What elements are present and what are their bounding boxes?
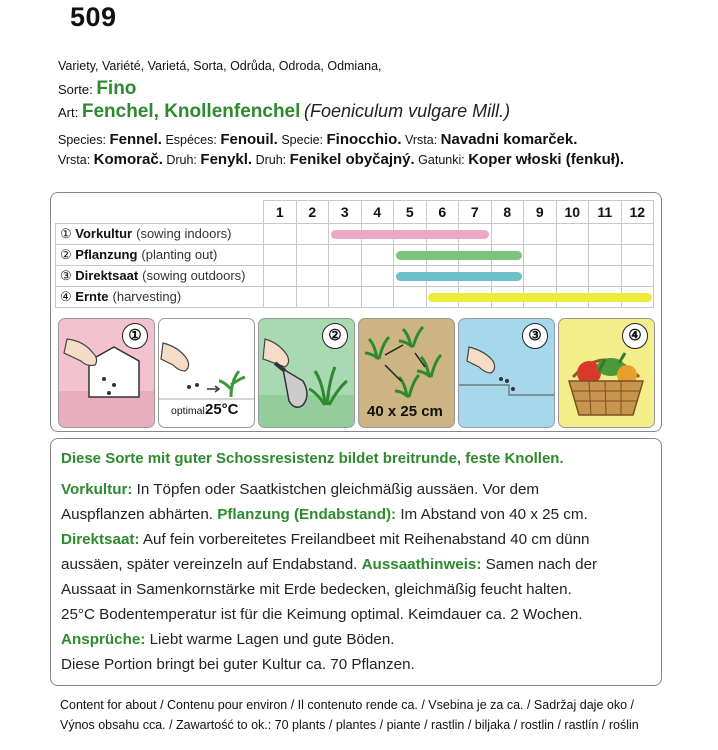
species-value: Finocchio. (326, 131, 402, 148)
calendar-bar-vorkultur (331, 230, 490, 239)
pictogram-germination (158, 318, 255, 428)
section-heading: Direktsaat: (61, 531, 140, 548)
spacing-label: 40 x 25 cm (367, 403, 443, 420)
sorte-line (58, 78, 136, 100)
pictogram-harvest (558, 318, 655, 428)
species-label: Druh: (166, 153, 197, 167)
optimal-temp: 25°C (205, 401, 239, 418)
variety-name: Fino (96, 78, 137, 99)
calendar-corner (56, 201, 264, 224)
month-header: 7 (459, 201, 492, 224)
month-header: 9 (524, 201, 557, 224)
instructions-line (61, 631, 394, 648)
instructions-line (61, 556, 597, 573)
row-label: Vorkultur (75, 226, 133, 241)
packet-code: 509 (70, 2, 117, 32)
section-heading: Ansprüche: (61, 631, 146, 648)
species-value: Navadni komarček. (440, 131, 578, 148)
pictogram-spacing (358, 318, 455, 428)
art-label: Art: (58, 105, 79, 120)
section-text: In Töpfen oder Saatkistchen gleichmäßig aussäen. Vor dem (132, 481, 540, 498)
sorte-label: Sorte: (58, 82, 93, 97)
calendar-row-direktsaat (56, 266, 654, 287)
species-label: Vrsta: (405, 133, 438, 147)
step-number: ① (60, 226, 72, 241)
species-value: Fenykl. (200, 151, 253, 168)
instructions-line (61, 481, 539, 498)
optimal-label: optimal: (171, 405, 208, 417)
section-heading: Vorkultur: (61, 481, 133, 498)
row-label-en: (planting out) (141, 247, 218, 262)
art-line (58, 101, 510, 123)
month-header: 2 (296, 201, 329, 224)
month-header: 1 (264, 201, 297, 224)
row-label-en: (harvesting) (112, 289, 182, 304)
variety-label: Variety, Variété, Varietá, Sorta, Odrůda, Odroda, Odmiana, (58, 59, 382, 73)
species-label: Espéces: (165, 133, 217, 147)
species-label: Gatunki: (418, 153, 465, 167)
species-line-2 (58, 151, 624, 168)
step-badge: ① (122, 323, 148, 349)
row-label-en: (sowing indoors) (136, 226, 232, 241)
art-name: Fenchel, Knollenfenchel (81, 101, 301, 122)
pictogram-planting-out (258, 318, 355, 428)
headline-text: Diese Sorte mit guter Schossresistenz bildet breitrunde, feste Knollen. (61, 450, 564, 467)
species-value: Fenouil. (220, 131, 278, 148)
month-header: 8 (491, 201, 524, 224)
footer-content-line-1: Content for about / Contenu pour environ / Il contenuto rende ca. / Vsebina je za ca. / Sadržaj daje oko / (60, 698, 634, 712)
month-header: 6 (426, 201, 459, 224)
calendar-bar-ernte (428, 293, 652, 302)
pictogram-sowing-indoors (58, 318, 155, 428)
instructions-line (61, 581, 572, 598)
section-heading: Pflanzung (Endabstand): (217, 506, 397, 523)
section-text: Samen nach der (481, 556, 598, 573)
row-label: Direktsaat (75, 268, 139, 283)
section-text: Auf fein vorbereitetes Freilandbeet mit Reihenabstand 40 cm dünn (139, 531, 590, 548)
month-header: 10 (556, 201, 589, 224)
species-value: Komorač. (93, 151, 163, 168)
month-header: 11 (589, 201, 622, 224)
month-header: 3 (329, 201, 362, 224)
species-label: Specie: (281, 133, 324, 147)
instructions-line (61, 506, 588, 523)
section-text: Auspflanzen abhärten. (61, 506, 218, 523)
section-text: 25°C Bodentemperatur ist für die Keimung optimal. Keimdauer ca. 2 Wochen. (61, 606, 583, 623)
section-text: Aussaat in Samenkornstärke mit Erde bedecken, gleichmäßig feucht halten. (61, 581, 572, 598)
step-badge: ② (322, 323, 348, 349)
growing-calendar-table (55, 200, 654, 308)
step-badge: ④ (622, 323, 648, 349)
latin-name: (Foeniculum vulgare Mill.) (304, 101, 511, 121)
step-number: ② (60, 247, 72, 262)
footer-content-line-2: Výnos obsahu cca. / Zawartość to ok.: 70 plants / plantes / piante / rastlin / biljaka / rostlin / rastlín / roślin (60, 718, 639, 732)
species-label: Species: (58, 133, 106, 147)
section-text: Liebt warme Lagen und gute Böden. (145, 631, 395, 648)
month-header: 4 (361, 201, 394, 224)
instructions-headline (61, 450, 564, 467)
row-label-en: (sowing outdoors) (142, 268, 246, 283)
section-text: aussäen, später vereinzeln auf Endabstand. (61, 556, 362, 573)
section-heading: Aussaathinweis: (361, 556, 482, 573)
species-label: Vrsta: (58, 153, 91, 167)
row-label: Pflanzung (75, 247, 138, 262)
pictogram-direct-sowing (458, 318, 555, 428)
instructions-line (61, 606, 583, 623)
step-number: ④ (60, 289, 72, 304)
section-text: Diese Portion bringt bei guter Kultur ca. 70 Pflanzen. (61, 656, 415, 673)
species-value: Koper włoski (fenkuł). (468, 151, 625, 168)
calendar-row-pflanzung (56, 245, 654, 266)
row-label: Ernte (75, 289, 109, 304)
month-header: 12 (621, 201, 654, 224)
instructions-line (61, 656, 415, 673)
species-line-1 (58, 131, 577, 148)
calendar-bar-direktsaat (396, 272, 522, 281)
instructions-line (61, 531, 590, 548)
species-label: Druh: (255, 153, 287, 167)
species-value: Fenikel obyčajný. (289, 151, 415, 168)
section-text: Im Abstand von 40 x 25 cm. (396, 506, 588, 523)
month-header: 5 (394, 201, 427, 224)
species-value: Fennel. (109, 131, 162, 148)
step-badge: ③ (522, 323, 548, 349)
calendar-bar-pflanzung (396, 251, 522, 260)
step-number: ③ (60, 268, 72, 283)
